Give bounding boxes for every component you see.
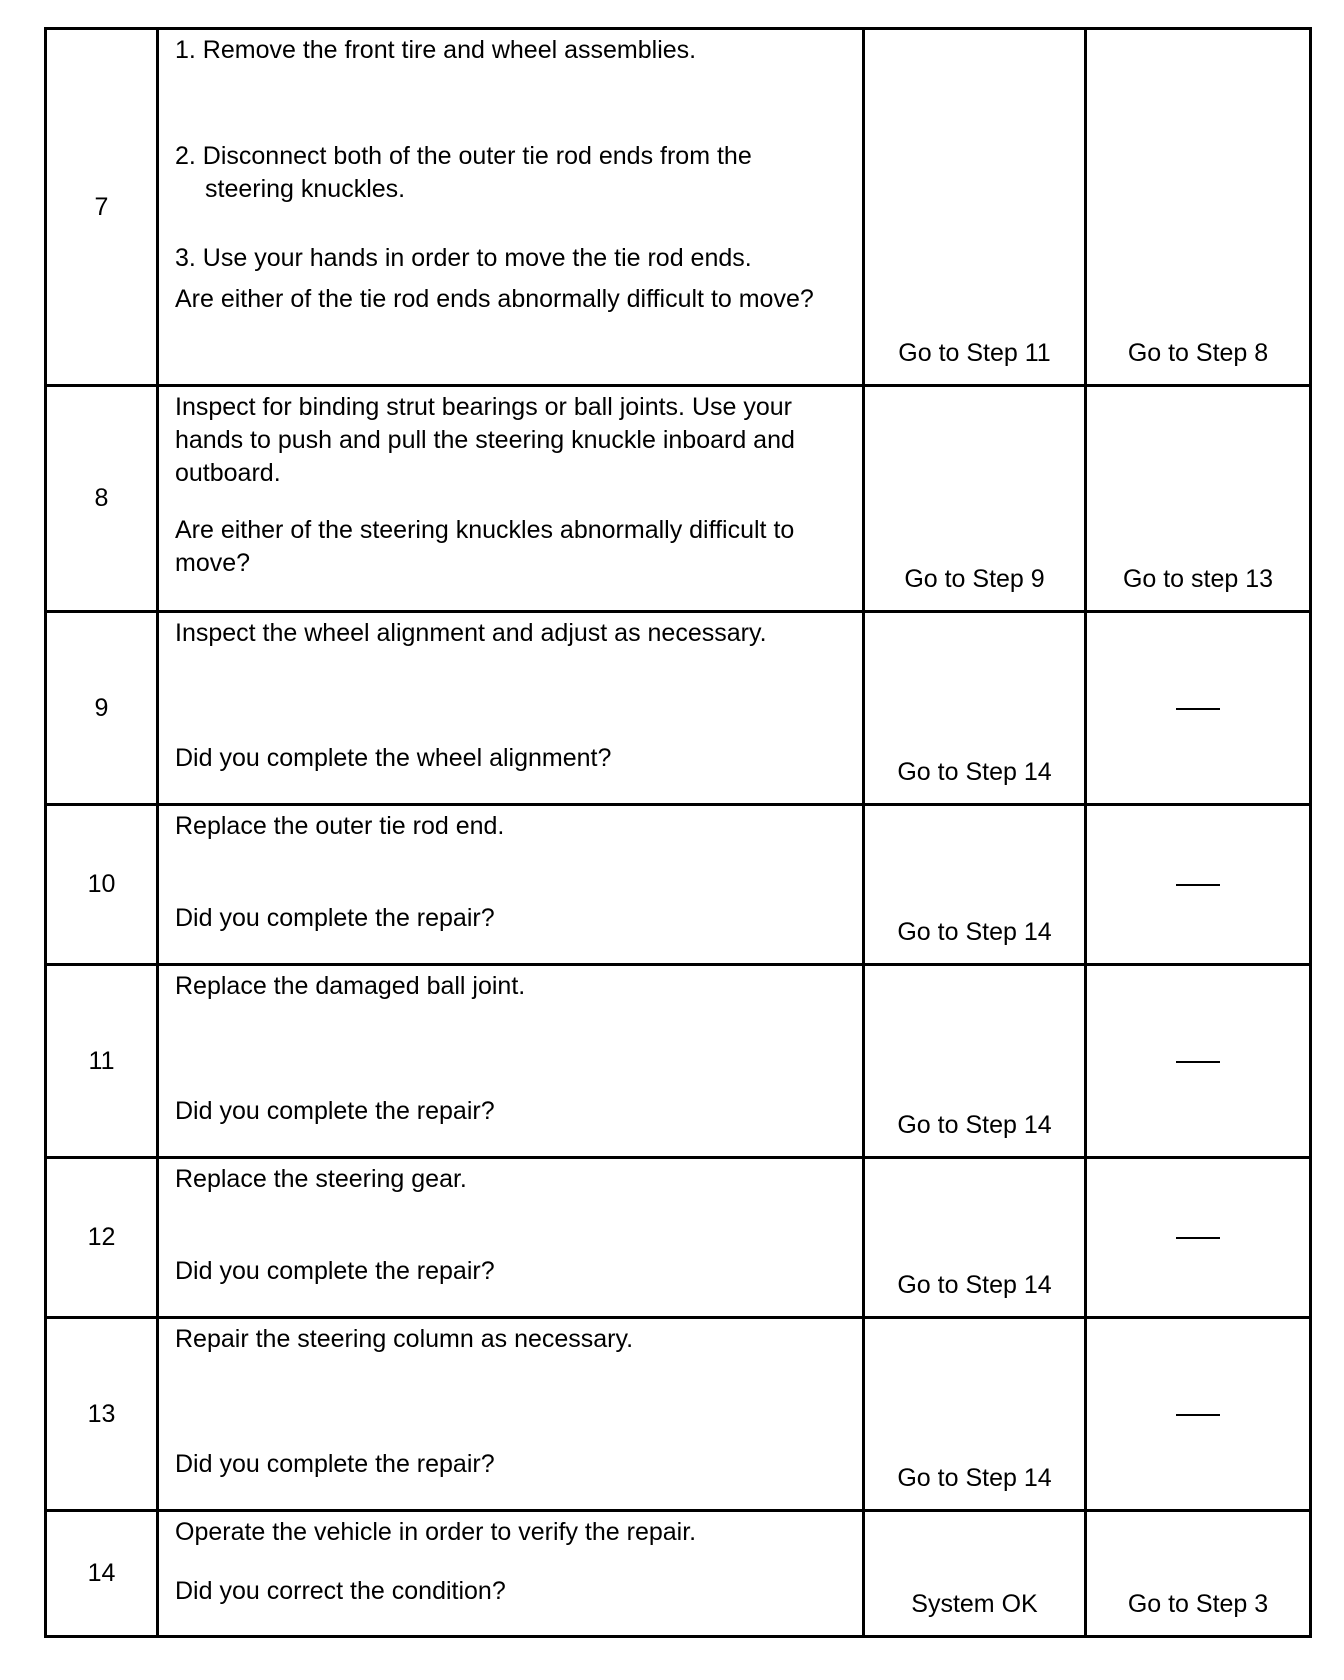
table-row (46, 386, 1311, 612)
step-number: 14 (46, 1511, 158, 1637)
action-text: Replace the damaged ball joint. (175, 972, 526, 1000)
dash-mark (1176, 884, 1220, 886)
action-question: Did you complete the wheel alignment? (175, 744, 612, 772)
action-text: Inspect for binding strut bearings or ball joints. Use your hands to push and pull the steering knuckle inboard and outboard. (175, 393, 795, 487)
yes-result: Go to Step 14 (864, 612, 1086, 805)
action-question: Did you complete the repair? (175, 1097, 495, 1125)
dash-mark (1176, 1414, 1220, 1416)
step-number: 12 (46, 1158, 158, 1318)
step-number: 7 (46, 29, 158, 386)
action-text: Replace the outer tie rod end. (175, 812, 505, 840)
step-number: 9 (46, 612, 158, 805)
action-question: Did you correct the condition? (175, 1577, 506, 1605)
action-text: Operate the vehicle in order to verify the repair. (175, 1518, 697, 1546)
no-result-dash (1086, 612, 1311, 805)
yes-result: System OK (864, 1511, 1086, 1637)
no-result-dash (1086, 1158, 1311, 1318)
action-item: 2. Disconnect both of the outer tie rod ends from the steering knuckles. (175, 142, 752, 203)
step-number: 10 (46, 805, 158, 965)
action-cell (158, 1158, 864, 1318)
table-row (46, 965, 1311, 1158)
table-row (46, 1158, 1311, 1318)
diagnostic-table (44, 27, 1312, 1638)
action-cell (158, 965, 864, 1158)
action-cell (158, 612, 864, 805)
dash-mark (1176, 708, 1220, 710)
action-text: Replace the steering gear. (175, 1165, 467, 1193)
table-row (46, 1318, 1311, 1511)
action-cell (158, 29, 864, 386)
action-question: Did you complete the repair? (175, 904, 495, 932)
table-row (46, 29, 1311, 386)
no-result: Go to step 13 (1086, 386, 1311, 612)
table-row (46, 1511, 1311, 1637)
action-item: 1. Remove the front tire and wheel assemblies. (175, 36, 697, 64)
no-result: Go to Step 8 (1086, 29, 1311, 386)
action-cell (158, 386, 864, 612)
yes-result: Go to Step 14 (864, 965, 1086, 1158)
action-text: Repair the steering column as necessary. (175, 1325, 634, 1353)
action-text: Inspect the wheel alignment and adjust as necessary. (175, 619, 767, 647)
no-result-dash (1086, 1318, 1311, 1511)
action-question: Did you complete the repair? (175, 1257, 495, 1285)
no-result: Go to Step 3 (1086, 1511, 1311, 1637)
action-question: Are either of the tie rod ends abnormally difficult to move? (175, 285, 814, 313)
action-cell (158, 1318, 864, 1511)
yes-result: Go to Step 11 (864, 29, 1086, 386)
yes-result: Go to Step 9 (864, 386, 1086, 612)
no-result-dash (1086, 965, 1311, 1158)
action-item: 3. Use your hands in order to move the tie rod ends. (175, 244, 752, 272)
table-row (46, 805, 1311, 965)
action-cell (158, 1511, 864, 1637)
dash-mark (1176, 1061, 1220, 1063)
yes-result: Go to Step 14 (864, 805, 1086, 965)
yes-result: Go to Step 14 (864, 1318, 1086, 1511)
no-result-dash (1086, 805, 1311, 965)
action-question: Did you complete the repair? (175, 1450, 495, 1478)
action-cell (158, 805, 864, 965)
step-number: 8 (46, 386, 158, 612)
dash-mark (1176, 1237, 1220, 1239)
step-number: 11 (46, 965, 158, 1158)
yes-result: Go to Step 14 (864, 1158, 1086, 1318)
action-question: Are either of the steering knuckles abnormally difficult to move? (175, 516, 795, 577)
step-number: 13 (46, 1318, 158, 1511)
table-row (46, 612, 1311, 805)
